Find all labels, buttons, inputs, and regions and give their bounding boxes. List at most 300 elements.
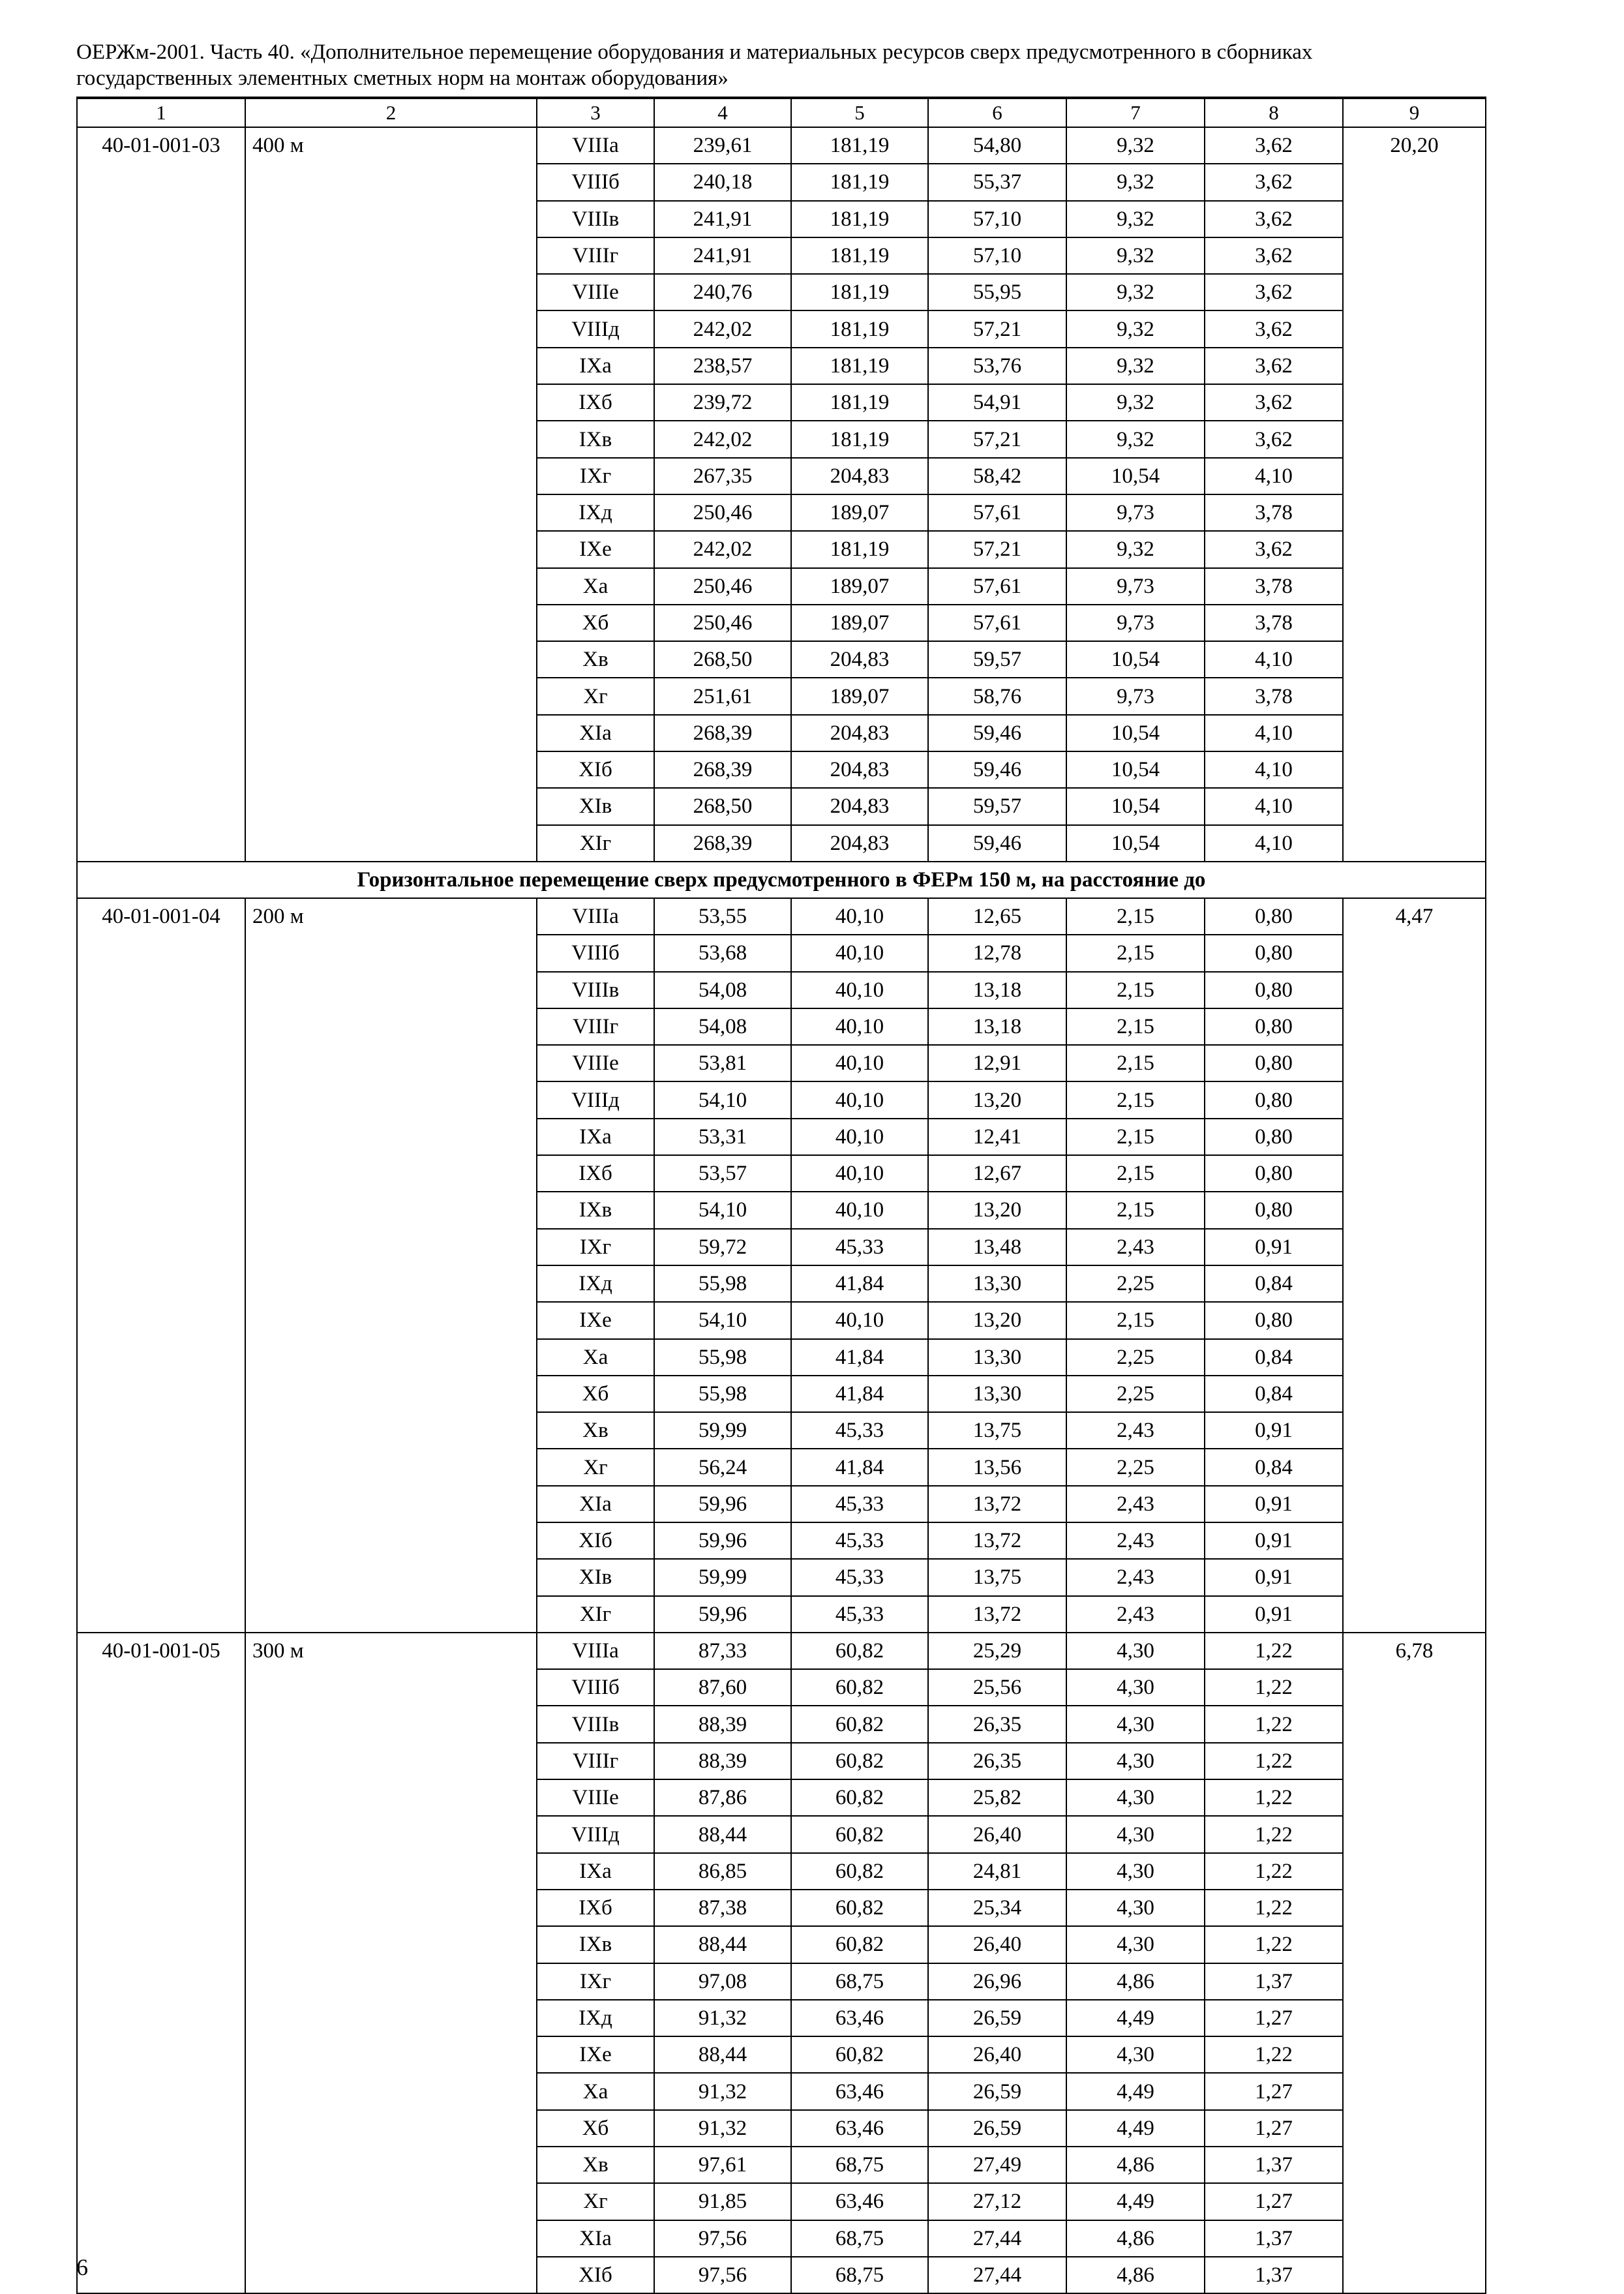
labor-cost: 60,82 bbox=[791, 1706, 928, 1742]
distance: 400 м bbox=[245, 127, 537, 862]
machine-cost: 55,95 bbox=[928, 274, 1066, 310]
labor-cost: 204,83 bbox=[791, 751, 928, 788]
machine-cost: 13,56 bbox=[928, 1449, 1066, 1485]
total-cost: 97,08 bbox=[654, 1963, 791, 2000]
region-zone: VIIIв bbox=[537, 201, 654, 237]
machinist-wages: 9,73 bbox=[1066, 605, 1205, 641]
region-zone: IXв bbox=[537, 1192, 654, 1228]
labor-cost: 204,83 bbox=[791, 825, 928, 862]
materials-cost: 1,22 bbox=[1205, 1816, 1343, 1852]
materials-cost: 3,78 bbox=[1205, 605, 1343, 641]
materials-cost: 0,91 bbox=[1205, 1522, 1343, 1559]
machinist-wages: 10,54 bbox=[1066, 788, 1205, 824]
machinist-wages: 9,32 bbox=[1066, 531, 1205, 567]
labor-cost: 40,10 bbox=[791, 1045, 928, 1081]
total-cost: 268,50 bbox=[654, 788, 791, 824]
region-zone: IXа bbox=[537, 1119, 654, 1155]
region-zone: IXв bbox=[537, 1926, 654, 1963]
region-zone: Xа bbox=[537, 2073, 654, 2109]
machinist-wages: 2,43 bbox=[1066, 1486, 1205, 1522]
total-cost: 250,46 bbox=[654, 605, 791, 641]
machinist-wages: 4,30 bbox=[1066, 1633, 1205, 1669]
materials-cost: 1,27 bbox=[1205, 2110, 1343, 2147]
region-zone: IXг bbox=[537, 1963, 654, 2000]
machinist-wages: 4,30 bbox=[1066, 1926, 1205, 1963]
machinist-wages: 9,73 bbox=[1066, 678, 1205, 714]
materials-cost: 0,91 bbox=[1205, 1559, 1343, 1595]
materials-cost: 0,91 bbox=[1205, 1486, 1343, 1522]
total-cost: 56,24 bbox=[654, 1449, 791, 1485]
region-zone: XIа bbox=[537, 1486, 654, 1522]
machinist-wages: 2,15 bbox=[1066, 935, 1205, 971]
machine-cost: 13,18 bbox=[928, 1008, 1066, 1045]
total-cost: 86,85 bbox=[654, 1853, 791, 1890]
machinist-wages: 9,73 bbox=[1066, 494, 1205, 531]
total-cost: 55,98 bbox=[654, 1265, 791, 1302]
materials-cost: 0,80 bbox=[1205, 1192, 1343, 1228]
machine-cost: 59,46 bbox=[928, 751, 1066, 788]
labor-cost: 41,84 bbox=[791, 1376, 928, 1412]
region-zone: XIб bbox=[537, 751, 654, 788]
materials-cost: 0,84 bbox=[1205, 1339, 1343, 1376]
labor-cost: 181,19 bbox=[791, 201, 928, 237]
machinist-wages: 4,30 bbox=[1066, 2036, 1205, 2073]
total-cost: 59,96 bbox=[654, 1596, 791, 1633]
machine-cost: 58,76 bbox=[928, 678, 1066, 714]
total-cost: 88,44 bbox=[654, 1926, 791, 1963]
labor-cost: 181,19 bbox=[791, 531, 928, 567]
materials-cost: 0,91 bbox=[1205, 1412, 1343, 1449]
machinist-wages: 4,86 bbox=[1066, 1963, 1205, 2000]
machine-cost: 13,72 bbox=[928, 1522, 1066, 1559]
total-cost: 268,39 bbox=[654, 751, 791, 788]
machinist-wages: 9,32 bbox=[1066, 164, 1205, 200]
total-cost: 54,10 bbox=[654, 1302, 791, 1338]
machinist-wages: 9,32 bbox=[1066, 310, 1205, 347]
region-zone: VIIIе bbox=[537, 1045, 654, 1081]
labor-cost: 204,83 bbox=[791, 458, 928, 494]
machine-cost: 13,75 bbox=[928, 1559, 1066, 1595]
labor-cost: 60,82 bbox=[791, 1853, 928, 1890]
total-cost: 54,08 bbox=[654, 972, 791, 1008]
machine-cost: 27,44 bbox=[928, 2257, 1066, 2293]
machinist-wages: 2,15 bbox=[1066, 1081, 1205, 1118]
labor-cost: 189,07 bbox=[791, 678, 928, 714]
machine-cost: 25,29 bbox=[928, 1633, 1066, 1669]
labor-cost: 63,46 bbox=[791, 2183, 928, 2220]
machine-cost: 59,46 bbox=[928, 825, 1066, 862]
labor-cost: 40,10 bbox=[791, 1119, 928, 1155]
machine-cost: 53,76 bbox=[928, 348, 1066, 384]
region-zone: VIIIд bbox=[537, 1081, 654, 1118]
total-cost: 239,72 bbox=[654, 384, 791, 421]
region-zone: VIIIд bbox=[537, 1816, 654, 1852]
materials-cost: 1,22 bbox=[1205, 1706, 1343, 1742]
machinist-wages: 4,30 bbox=[1066, 1779, 1205, 1816]
total-cost: 250,46 bbox=[654, 568, 791, 605]
machine-cost: 26,35 bbox=[928, 1743, 1066, 1779]
machinist-wages: 4,30 bbox=[1066, 1816, 1205, 1852]
labor-cost: 204,83 bbox=[791, 715, 928, 751]
region-zone: Xг bbox=[537, 1449, 654, 1485]
total-cost: 55,98 bbox=[654, 1376, 791, 1412]
total-cost: 91,85 bbox=[654, 2183, 791, 2220]
total-cost: 59,99 bbox=[654, 1559, 791, 1595]
materials-cost: 1,22 bbox=[1205, 1669, 1343, 1706]
machine-cost: 13,72 bbox=[928, 1486, 1066, 1522]
materials-cost: 1,22 bbox=[1205, 1779, 1343, 1816]
region-zone: Xг bbox=[537, 2183, 654, 2220]
total-cost: 53,31 bbox=[654, 1119, 791, 1155]
materials-cost: 4,10 bbox=[1205, 751, 1343, 788]
total-cost: 54,10 bbox=[654, 1081, 791, 1118]
materials-cost: 3,62 bbox=[1205, 127, 1343, 164]
machinist-wages: 2,15 bbox=[1066, 1008, 1205, 1045]
machinist-wages: 9,32 bbox=[1066, 421, 1205, 457]
region-zone: Xа bbox=[537, 568, 654, 605]
machine-cost: 13,18 bbox=[928, 972, 1066, 1008]
total-cost: 54,08 bbox=[654, 1008, 791, 1045]
total-cost: 59,72 bbox=[654, 1229, 791, 1265]
materials-cost: 0,91 bbox=[1205, 1229, 1343, 1265]
labor-cost: 40,10 bbox=[791, 1192, 928, 1228]
region-zone: Xг bbox=[537, 678, 654, 714]
machinist-wages: 2,43 bbox=[1066, 1596, 1205, 1633]
region-zone: VIIIв bbox=[537, 1706, 654, 1742]
labor-cost: 204,83 bbox=[791, 788, 928, 824]
page-number: 6 bbox=[76, 2254, 88, 2280]
labor-cost: 40,10 bbox=[791, 972, 928, 1008]
machine-cost: 12,67 bbox=[928, 1155, 1066, 1192]
machinist-wages: 2,43 bbox=[1066, 1522, 1205, 1559]
region-zone: VIIIе bbox=[537, 1779, 654, 1816]
materials-cost: 1,22 bbox=[1205, 1890, 1343, 1926]
section-title: Горизонтальное перемещение сверх предусмотренного в ФЕРм 150 м, на расстояние до bbox=[77, 862, 1486, 898]
machine-cost: 27,12 bbox=[928, 2183, 1066, 2220]
machinist-wages: 4,30 bbox=[1066, 1853, 1205, 1890]
region-zone: IXб bbox=[537, 1890, 654, 1926]
labor-cost: 40,10 bbox=[791, 935, 928, 971]
column-number: 4 bbox=[654, 98, 791, 127]
labor-cost: 60,82 bbox=[791, 1633, 928, 1669]
materials-cost: 3,62 bbox=[1205, 201, 1343, 237]
machinist-wages: 4,86 bbox=[1066, 2220, 1205, 2257]
rate-code: 40-01-001-03 bbox=[77, 127, 245, 862]
table-row bbox=[77, 898, 1486, 935]
region-zone: IXд bbox=[537, 494, 654, 531]
machinist-wages: 2,43 bbox=[1066, 1229, 1205, 1265]
region-zone: IXв bbox=[537, 421, 654, 457]
machine-cost: 13,48 bbox=[928, 1229, 1066, 1265]
machine-cost: 12,91 bbox=[928, 1045, 1066, 1081]
machine-cost: 25,82 bbox=[928, 1779, 1066, 1816]
labor-cost: 181,19 bbox=[791, 127, 928, 164]
labor-cost: 40,10 bbox=[791, 1008, 928, 1045]
region-zone: IXа bbox=[537, 348, 654, 384]
column-number: 9 bbox=[1343, 98, 1486, 127]
machinist-wages: 4,30 bbox=[1066, 1743, 1205, 1779]
labor-cost: 189,07 bbox=[791, 494, 928, 531]
materials-cost: 0,80 bbox=[1205, 1081, 1343, 1118]
total-cost: 250,46 bbox=[654, 494, 791, 531]
labor-cost: 181,19 bbox=[791, 274, 928, 310]
total-cost: 240,18 bbox=[654, 164, 791, 200]
materials-cost: 1,22 bbox=[1205, 1633, 1343, 1669]
total-cost: 59,96 bbox=[654, 1522, 791, 1559]
machinist-wages: 4,30 bbox=[1066, 1669, 1205, 1706]
column-number: 5 bbox=[791, 98, 928, 127]
labor-cost: 40,10 bbox=[791, 1302, 928, 1338]
labor-cost: 189,07 bbox=[791, 568, 928, 605]
materials-cost: 1,22 bbox=[1205, 1743, 1343, 1779]
machinist-wages: 10,54 bbox=[1066, 825, 1205, 862]
region-zone: XIа bbox=[537, 2220, 654, 2257]
total-cost: 53,57 bbox=[654, 1155, 791, 1192]
labor-cost: 45,33 bbox=[791, 1486, 928, 1522]
machine-cost: 58,42 bbox=[928, 458, 1066, 494]
region-zone: VIIIд bbox=[537, 310, 654, 347]
materials-cost: 0,80 bbox=[1205, 935, 1343, 971]
machine-cost: 59,46 bbox=[928, 715, 1066, 751]
machine-cost: 26,96 bbox=[928, 1963, 1066, 2000]
machine-cost: 59,57 bbox=[928, 788, 1066, 824]
labor-cost: 45,33 bbox=[791, 1522, 928, 1559]
labor-cost: 68,75 bbox=[791, 2257, 928, 2293]
machine-cost: 12,41 bbox=[928, 1119, 1066, 1155]
region-zone: VIIIе bbox=[537, 274, 654, 310]
materials-cost: 0,80 bbox=[1205, 972, 1343, 1008]
rates-table bbox=[76, 97, 1486, 2294]
region-zone: Xб bbox=[537, 605, 654, 641]
labor-cost: 60,82 bbox=[791, 1743, 928, 1779]
materials-cost: 3,62 bbox=[1205, 164, 1343, 200]
region-zone: IXб bbox=[537, 384, 654, 421]
machinist-wages: 4,86 bbox=[1066, 2257, 1205, 2293]
region-zone: IXг bbox=[537, 1229, 654, 1265]
region-zone: IXа bbox=[537, 1853, 654, 1890]
machine-cost: 57,61 bbox=[928, 568, 1066, 605]
materials-cost: 3,62 bbox=[1205, 274, 1343, 310]
labor-cost: 45,33 bbox=[791, 1229, 928, 1265]
machine-cost: 54,80 bbox=[928, 127, 1066, 164]
materials-cost: 0,84 bbox=[1205, 1376, 1343, 1412]
machinist-wages: 2,15 bbox=[1066, 1155, 1205, 1192]
distance: 300 м bbox=[245, 1633, 537, 2293]
region-zone: IXе bbox=[537, 2036, 654, 2073]
machinist-wages: 2,25 bbox=[1066, 1376, 1205, 1412]
machinist-wages: 9,32 bbox=[1066, 348, 1205, 384]
machine-cost: 57,61 bbox=[928, 605, 1066, 641]
labor-cost: 189,07 bbox=[791, 605, 928, 641]
machine-cost: 57,10 bbox=[928, 201, 1066, 237]
machinist-wages: 9,73 bbox=[1066, 568, 1205, 605]
machine-cost: 26,59 bbox=[928, 2000, 1066, 2036]
materials-cost: 3,62 bbox=[1205, 310, 1343, 347]
materials-cost: 1,37 bbox=[1205, 2220, 1343, 2257]
machinist-wages: 9,32 bbox=[1066, 201, 1205, 237]
labor-cost: 41,84 bbox=[791, 1449, 928, 1485]
total-cost: 59,99 bbox=[654, 1412, 791, 1449]
machine-cost: 13,72 bbox=[928, 1596, 1066, 1633]
labor-cost: 204,83 bbox=[791, 641, 928, 678]
region-zone: VIIIа bbox=[537, 898, 654, 935]
column-number: 8 bbox=[1205, 98, 1343, 127]
column-number: 7 bbox=[1066, 98, 1205, 127]
total-cost: 87,38 bbox=[654, 1890, 791, 1926]
total-cost: 240,76 bbox=[654, 274, 791, 310]
labor-hours: 20,20 bbox=[1343, 127, 1486, 862]
total-cost: 88,44 bbox=[654, 1816, 791, 1852]
materials-cost: 1,22 bbox=[1205, 1853, 1343, 1890]
machine-cost: 25,56 bbox=[928, 1669, 1066, 1706]
labor-cost: 45,33 bbox=[791, 1596, 928, 1633]
document-header bbox=[76, 39, 1485, 91]
materials-cost: 0,80 bbox=[1205, 1302, 1343, 1338]
materials-cost: 0,80 bbox=[1205, 1045, 1343, 1081]
labor-cost: 181,19 bbox=[791, 164, 928, 200]
materials-cost: 4,10 bbox=[1205, 825, 1343, 862]
total-cost: 91,32 bbox=[654, 2000, 791, 2036]
region-zone: Xв bbox=[537, 1412, 654, 1449]
machinist-wages: 2,25 bbox=[1066, 1449, 1205, 1485]
machine-cost: 26,40 bbox=[928, 2036, 1066, 2073]
total-cost: 55,98 bbox=[654, 1339, 791, 1376]
machinist-wages: 2,43 bbox=[1066, 1412, 1205, 1449]
total-cost: 268,39 bbox=[654, 825, 791, 862]
machine-cost: 57,61 bbox=[928, 494, 1066, 531]
machinist-wages: 9,32 bbox=[1066, 384, 1205, 421]
total-cost: 87,33 bbox=[654, 1633, 791, 1669]
machinist-wages: 10,54 bbox=[1066, 715, 1205, 751]
total-cost: 88,39 bbox=[654, 1743, 791, 1779]
labor-cost: 41,84 bbox=[791, 1265, 928, 1302]
materials-cost: 1,37 bbox=[1205, 2147, 1343, 2183]
machinist-wages: 9,32 bbox=[1066, 127, 1205, 164]
machine-cost: 55,37 bbox=[928, 164, 1066, 200]
materials-cost: 0,80 bbox=[1205, 1155, 1343, 1192]
machine-cost: 13,30 bbox=[928, 1376, 1066, 1412]
region-zone: XIв bbox=[537, 1559, 654, 1595]
machinist-wages: 2,43 bbox=[1066, 1559, 1205, 1595]
labor-cost: 40,10 bbox=[791, 898, 928, 935]
machine-cost: 57,21 bbox=[928, 531, 1066, 567]
materials-cost: 4,10 bbox=[1205, 458, 1343, 494]
column-number: 3 bbox=[537, 98, 654, 127]
machine-cost: 27,49 bbox=[928, 2147, 1066, 2183]
total-cost: 238,57 bbox=[654, 348, 791, 384]
labor-cost: 68,75 bbox=[791, 2220, 928, 2257]
labor-cost: 60,82 bbox=[791, 1816, 928, 1852]
total-cost: 87,86 bbox=[654, 1779, 791, 1816]
total-cost: 88,44 bbox=[654, 2036, 791, 2073]
machine-cost: 12,78 bbox=[928, 935, 1066, 971]
labor-cost: 60,82 bbox=[791, 2036, 928, 2073]
labor-cost: 41,84 bbox=[791, 1339, 928, 1376]
region-zone: IXе bbox=[537, 1302, 654, 1338]
machinist-wages: 2,15 bbox=[1066, 1302, 1205, 1338]
region-zone: VIIIв bbox=[537, 972, 654, 1008]
region-zone: VIIIа bbox=[537, 1633, 654, 1669]
total-cost: 267,35 bbox=[654, 458, 791, 494]
materials-cost: 3,78 bbox=[1205, 678, 1343, 714]
labor-cost: 181,19 bbox=[791, 384, 928, 421]
total-cost: 97,61 bbox=[654, 2147, 791, 2183]
materials-cost: 3,62 bbox=[1205, 384, 1343, 421]
machine-cost: 26,40 bbox=[928, 1926, 1066, 1963]
header-line-2: государственных элементных сметных норм на монтаж оборудования» bbox=[76, 67, 729, 90]
machine-cost: 27,44 bbox=[928, 2220, 1066, 2257]
total-cost: 268,39 bbox=[654, 715, 791, 751]
region-zone: VIIIб bbox=[537, 1669, 654, 1706]
region-zone: Xв bbox=[537, 2147, 654, 2183]
region-zone: XIб bbox=[537, 2257, 654, 2293]
labor-cost: 60,82 bbox=[791, 1890, 928, 1926]
machinist-wages: 9,32 bbox=[1066, 274, 1205, 310]
materials-cost: 0,84 bbox=[1205, 1449, 1343, 1485]
total-cost: 242,02 bbox=[654, 531, 791, 567]
machine-cost: 57,10 bbox=[928, 237, 1066, 274]
region-zone: XIв bbox=[537, 788, 654, 824]
labor-hours: 6,78 bbox=[1343, 1633, 1486, 2293]
labor-cost: 63,46 bbox=[791, 2110, 928, 2147]
materials-cost: 3,78 bbox=[1205, 568, 1343, 605]
labor-cost: 60,82 bbox=[791, 1779, 928, 1816]
total-cost: 242,02 bbox=[654, 421, 791, 457]
machine-cost: 24,81 bbox=[928, 1853, 1066, 1890]
machine-cost: 25,34 bbox=[928, 1890, 1066, 1926]
table-row bbox=[77, 1633, 1486, 1669]
labor-cost: 68,75 bbox=[791, 1963, 928, 2000]
region-zone: XIа bbox=[537, 715, 654, 751]
total-cost: 251,61 bbox=[654, 678, 791, 714]
labor-cost: 60,82 bbox=[791, 1926, 928, 1963]
header-line-1: ОЕРЖм-2001. Часть 40. «Дополнительное перемещение оборудования и материальных ресурсов сверх предусмотренного в сборниках bbox=[76, 40, 1313, 64]
rate-code: 40-01-001-05 bbox=[77, 1633, 245, 2293]
labor-cost: 63,46 bbox=[791, 2073, 928, 2109]
distance: 200 м bbox=[245, 898, 537, 1633]
total-cost: 87,60 bbox=[654, 1669, 791, 1706]
region-zone: Xб bbox=[537, 2110, 654, 2147]
machinist-wages: 4,86 bbox=[1066, 2147, 1205, 2183]
table-row bbox=[77, 127, 1486, 164]
total-cost: 53,55 bbox=[654, 898, 791, 935]
machine-cost: 12,65 bbox=[928, 898, 1066, 935]
labor-cost: 181,19 bbox=[791, 421, 928, 457]
total-cost: 268,50 bbox=[654, 641, 791, 678]
materials-cost: 3,62 bbox=[1205, 421, 1343, 457]
machine-cost: 59,57 bbox=[928, 641, 1066, 678]
labor-cost: 40,10 bbox=[791, 1081, 928, 1118]
labor-cost: 181,19 bbox=[791, 310, 928, 347]
materials-cost: 4,10 bbox=[1205, 715, 1343, 751]
machinist-wages: 4,30 bbox=[1066, 1706, 1205, 1742]
table-body bbox=[77, 98, 1486, 2293]
machine-cost: 26,35 bbox=[928, 1706, 1066, 1742]
column-number: 2 bbox=[245, 98, 537, 127]
rate-code: 40-01-001-04 bbox=[77, 898, 245, 1633]
machine-cost: 57,21 bbox=[928, 310, 1066, 347]
total-cost: 88,39 bbox=[654, 1706, 791, 1742]
region-zone: Xв bbox=[537, 641, 654, 678]
materials-cost: 1,37 bbox=[1205, 2257, 1343, 2293]
materials-cost: 0,80 bbox=[1205, 898, 1343, 935]
machinist-wages: 2,15 bbox=[1066, 1119, 1205, 1155]
machine-cost: 26,59 bbox=[928, 2073, 1066, 2109]
machinist-wages: 2,25 bbox=[1066, 1339, 1205, 1376]
machine-cost: 13,75 bbox=[928, 1412, 1066, 1449]
region-zone: Xб bbox=[537, 1376, 654, 1412]
labor-cost: 40,10 bbox=[791, 1155, 928, 1192]
